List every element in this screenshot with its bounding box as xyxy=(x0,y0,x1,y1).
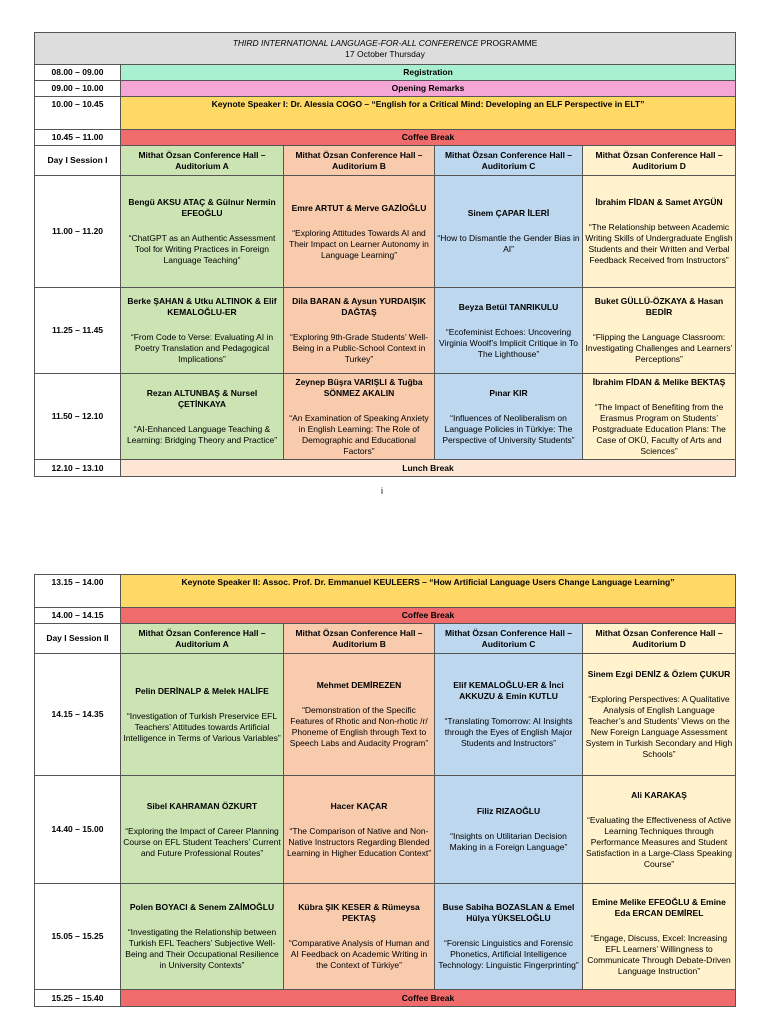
talk-cell xyxy=(121,374,284,460)
talk-authors: Filiz RIZAOĞLU xyxy=(476,806,541,816)
registration-time: 08.00 – 09.00 xyxy=(35,65,121,81)
talk-cell xyxy=(284,374,435,460)
talk-authors: Bengü AKSU ATAÇ & Gülnur Nermin EFEOĞLU xyxy=(128,197,276,218)
talk-authors: Pınar KIR xyxy=(489,387,528,398)
opening-time: 09.00 – 10.00 xyxy=(35,81,121,97)
table-row xyxy=(35,288,736,374)
talk-title: “An Examination of Speaking Anxiety in English Learning: The Role of Demographic and Educational Factors” xyxy=(289,412,429,456)
talk-authors: Hacer KAÇAR xyxy=(330,800,388,811)
talk-authors: Mehmet DEMİREZEN xyxy=(316,680,402,690)
talk-cell xyxy=(583,776,736,884)
keynote-1-time: 10.00 – 10.45 xyxy=(35,97,121,130)
talk-cell xyxy=(435,654,583,776)
programme-title-plain: PROGRAMME xyxy=(480,37,538,48)
talk-authors: Emre ARTUT & Merve GAZİOĞLU xyxy=(291,202,427,213)
hall-a-header: Mithat Özsan Conference Hall – Auditorium A xyxy=(121,146,284,176)
coffee-break-1-label: Coffee Break xyxy=(121,130,736,146)
table-row xyxy=(35,176,736,288)
talk-title: “AI-Enhanced Language Teaching & Learning: Bridging Theory and Practice” xyxy=(126,423,278,445)
hall-d-header: Mithat Özsan Conference Hall – Auditorium D xyxy=(583,624,736,654)
hall-b-header: Mithat Özsan Conference Hall – Auditorium B xyxy=(284,146,435,176)
talk-cell xyxy=(435,374,583,460)
lunch-break-time: 12.10 – 13.10 xyxy=(35,460,121,477)
talk-authors: Sinem ÇAPAR İLERİ xyxy=(467,208,550,218)
talk-title: “Investigating the Relationship between Turkish EFL Teachers’ Subjective Well-Being and Their Occupational Resilience in University Contexts” xyxy=(125,927,279,970)
table-row xyxy=(35,374,736,460)
hall-a-header: Mithat Özsan Conference Hall – Auditorium A xyxy=(121,624,284,654)
talk-title: “Exploring Perspectives: A Qualitative Analysis of English Language Teacher’s and Students’ Views on the New Foreign Language Assessment System in Turkish Secondary and High Schools” xyxy=(585,694,733,759)
talk-title: “ChatGPT as an Authentic Assessment Tool for Writing Practices in Foreign Language Teaching” xyxy=(128,233,276,265)
keynote-2-label: Keynote Speaker II: Assoc. Prof. Dr. Emmanuel KEULEERS – “How Artificial Language Users Change Language Learning” xyxy=(121,575,736,608)
programme-table-page-1 xyxy=(34,32,736,477)
talk-cell xyxy=(284,776,435,884)
hall-d-header: Mithat Özsan Conference Hall – Auditorium D xyxy=(583,146,736,176)
talk-title: “From Code to Verse: Evaluating AI in Poetry Translation and Pedagogical Implications” xyxy=(130,332,274,364)
table-row xyxy=(35,884,736,990)
talk-authors: Kübra ŞIK KESER & Rümeysa PEKTAŞ xyxy=(298,902,420,923)
programme-title xyxy=(35,33,736,65)
talk-authors: Ali KARAKAŞ xyxy=(631,789,687,800)
talk-cell xyxy=(583,176,736,288)
talk-title: “Exploring 9th-Grade Students’ Well-Being in a Public-School Context in Turkey” xyxy=(290,332,428,364)
talk-cell xyxy=(583,288,736,374)
keynote-2-time: 13.15 – 14.00 xyxy=(35,575,121,608)
talk-authors: Pelin DERİNALP & Melek HALİFE xyxy=(135,685,269,696)
talk-title: “The Relationship between Academic Writing Skills of Undergraduate English Students and their Written and Verbal Feedback Received from Instructors” xyxy=(585,222,733,265)
talk-authors: Dila BARAN & Aysun YURDAIŞIK DAĞTAŞ xyxy=(292,296,426,317)
talk-authors: Elif KEMALOĞLU-ER & İnci AKKUZU & Emin KUTLU xyxy=(453,680,564,701)
talk-title: “Comparative Analysis of Human and AI Feedback on Academic Writing in the Context of Türkiye” xyxy=(288,938,430,970)
talk-title: “How to Dismantle the Gender Bias in AI” xyxy=(437,233,580,254)
talk-authors: Polen BOYACI & Senem ZAİMOĞLU xyxy=(129,902,275,912)
talk-cell xyxy=(583,374,736,460)
coffee-break-3-label: Coffee Break xyxy=(121,990,736,1007)
talk-cell xyxy=(435,288,583,374)
hall-b-header: Mithat Özsan Conference Hall – Auditorium B xyxy=(284,624,435,654)
talk-cell xyxy=(121,654,284,776)
talk-title: “Ecofeminist Echoes: Uncovering Virginia Woolf’s Implicit Critique in To The Lighthouse” xyxy=(439,326,578,359)
page-number: i xyxy=(381,486,383,496)
talk-title: “The Comparison of Native and Non-Native Instructors Regarding Blended Learning in Higher Education Context” xyxy=(286,825,432,858)
session-2-label: Day I Session II xyxy=(35,624,121,654)
slot-time: 15.05 – 15.25 xyxy=(35,884,121,990)
slot-time: 11.00 – 11.20 xyxy=(35,176,121,288)
slot-time: 11.50 – 12.10 xyxy=(35,374,121,460)
talk-cell xyxy=(284,884,435,990)
coffee-break-3-time: 15.25 – 15.40 xyxy=(35,990,121,1007)
talk-title: “Evaluating the Effectiveness of Active Learning Techniques through Performance Measures and Student Satisfaction in a Large-Class Speaking Course” xyxy=(586,814,733,869)
talk-authors: Zeynep Büşra VARIŞLI & Tuğba SÖNMEZ AKALIN xyxy=(295,376,423,398)
talk-title: “Translating Tomorrow: AI Insights through the Eyes of English Major Students and Instructors” xyxy=(444,716,573,748)
talk-authors: Berke ŞAHAN & Utku ALTINOK & Elif KEMALOĞLU-ER xyxy=(127,296,277,317)
talk-authors: Buket GÜLLÜ-ÖZKAYA & Hasan BEDİR xyxy=(594,296,724,317)
talk-cell xyxy=(121,884,284,990)
talk-title: “Influences of Neoliberalism on Language Policies in Türkiye: The Perspective of University Students” xyxy=(442,412,575,445)
coffee-break-2-time: 14.00 – 14.15 xyxy=(35,608,121,624)
talk-authors: Emine Melike EFEOĞLU & Emine Eda ERCAN DEMİREL xyxy=(592,896,726,918)
talk-cell xyxy=(435,776,583,884)
programme-title-italic: THIRD INTERNATIONAL LANGUAGE-FOR-ALL CONFERENCE xyxy=(232,37,479,48)
talk-title: “Exploring Attitudes Towards AI and Their Impact on Learner Autonomy in Language Learning” xyxy=(289,227,429,260)
talk-title: “Engage, Discuss, Excel: Increasing EFL Learners’ Willingness to Communicate Through Debate-Driven Language Instruction” xyxy=(587,932,731,976)
talk-authors: Beyza Betül TANRIKULU xyxy=(458,301,559,312)
talk-title: “Exploring the Impact of Career Planning Course on EFL Student Teachers’ Current and Future Professional Routes” xyxy=(123,825,281,858)
talk-cell xyxy=(435,884,583,990)
keynote-1-label: Keynote Speaker I: Dr. Alessia COGO – “English for a Critical Mind: Developing an ELF Perspective in ELT” xyxy=(121,97,736,130)
talk-title: “Forensic Linguistics and Forensic Phonetics, Artificial Intelligence Technology: Linguistic Fingerprinting” xyxy=(438,938,579,970)
talk-title: “Flipping the Language Classroom: Investigating Challenges and Learners’ Perceptions” xyxy=(585,332,733,364)
session-1-label: Day I Session I xyxy=(35,146,121,176)
talk-title: “Demonstration of the Specific Features of Rhotic and Non-rhotic /r/ Phoneme of English through Text to Speech Labs and Audacity Program” xyxy=(289,705,429,748)
talk-cell xyxy=(435,176,583,288)
talk-title: “The Impact of Benefiting from the Erasmus Program on Students’ Postgraduate Education Plans: The Case of OKÜ, Faculty of Arts and Sciences” xyxy=(592,401,726,456)
talk-cell xyxy=(284,654,435,776)
programme-table-page-2 xyxy=(34,574,736,1007)
talk-cell xyxy=(583,884,736,990)
opening-remarks-label: Opening Remarks xyxy=(121,81,736,97)
talk-cell xyxy=(121,176,284,288)
table-row xyxy=(35,776,736,884)
registration-label: Registration xyxy=(121,65,736,81)
talk-authors: Rezan ALTUNBAŞ & Nursel ÇETİNKAYA xyxy=(146,387,258,409)
talk-cell xyxy=(284,176,435,288)
talk-cell xyxy=(121,776,284,884)
talk-cell xyxy=(121,288,284,374)
talk-title: “Insights on Utilitarian Decision Making in a Foreign Language” xyxy=(449,831,568,852)
slot-time: 14.15 – 14.35 xyxy=(35,654,121,776)
talk-authors: Sinem Ezgi DENİZ & Özlem ÇUKUR xyxy=(587,669,731,679)
programme-date: 17 October Thursday xyxy=(345,48,425,59)
lunch-break-label: Lunch Break xyxy=(121,460,736,477)
talk-authors: Sibel KAHRAMAN ÖZKURT xyxy=(146,800,258,811)
talk-authors: İbrahim FİDAN & Samet AYGÜN xyxy=(595,197,723,207)
talk-authors: Buse Sabiha BOZASLAN & Emel Hülya YÜKSELOĞLU xyxy=(442,902,575,923)
coffee-break-1-time: 10.45 – 11.00 xyxy=(35,130,121,146)
slot-time: 11.25 – 11.45 xyxy=(35,288,121,374)
hall-c-header: Mithat Özsan Conference Hall – Auditorium C xyxy=(435,146,583,176)
talk-authors: İbrahim FİDAN & Melike BEKTAŞ xyxy=(592,376,726,387)
talk-cell xyxy=(583,654,736,776)
slot-time: 14.40 – 15.00 xyxy=(35,776,121,884)
table-row xyxy=(35,654,736,776)
coffee-break-2-label: Coffee Break xyxy=(121,608,736,624)
hall-c-header: Mithat Özsan Conference Hall – Auditorium C xyxy=(435,624,583,654)
talk-cell xyxy=(284,288,435,374)
talk-title: “Investigation of Turkish Preservice EFL Teachers’ Attitudes towards Artificial Intelligence in Terms of Various Variables” xyxy=(123,710,281,743)
